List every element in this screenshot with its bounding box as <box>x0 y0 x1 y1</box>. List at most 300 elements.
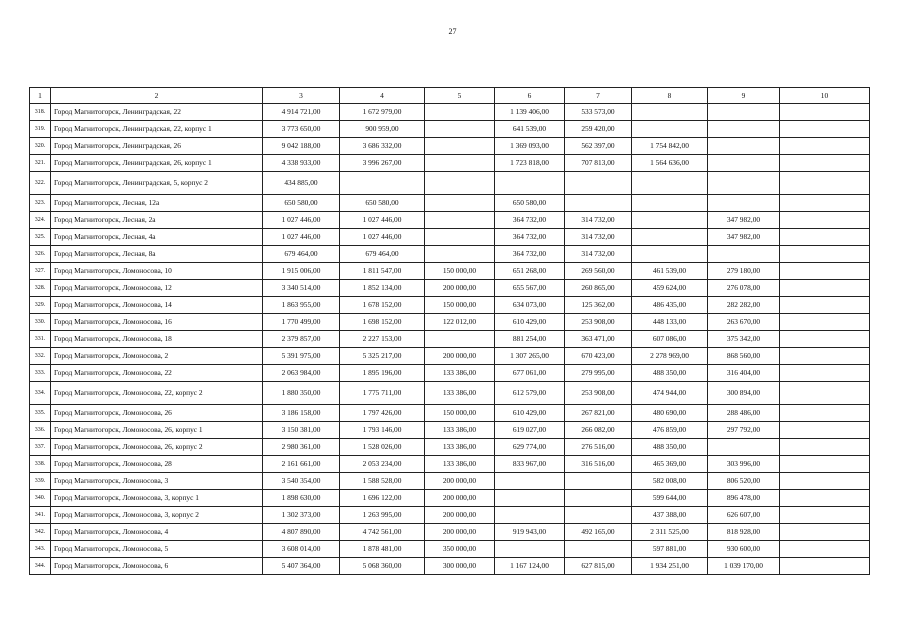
value-cell: 297 792,00 <box>708 422 780 439</box>
table-row <box>30 121 870 138</box>
row-number: 318. <box>30 104 51 121</box>
value-cell <box>425 172 495 195</box>
value-cell: 4 914 721,00 <box>263 104 340 121</box>
value-cell <box>780 138 870 155</box>
value-cell: 2 161 661,00 <box>263 456 340 473</box>
value-cell: 461 539,00 <box>632 263 708 280</box>
value-cell <box>780 104 870 121</box>
value-cell: 133 386,00 <box>425 456 495 473</box>
value-cell: 896 478,00 <box>708 490 780 507</box>
row-number: 339. <box>30 473 51 490</box>
address-cell: Город Магнитогорск, Ленинградская, 22, корпус 1 <box>51 121 263 138</box>
table-row <box>30 172 870 195</box>
value-cell <box>780 507 870 524</box>
address-cell: Город Магнитогорск, Ломоносова, 18 <box>51 331 263 348</box>
value-cell: 833 967,00 <box>495 456 565 473</box>
value-cell <box>780 195 870 212</box>
row-number: 335. <box>30 405 51 422</box>
value-cell: 2 278 969,00 <box>632 348 708 365</box>
address-cell: Город Магнитогорск, Ломоносова, 5 <box>51 541 263 558</box>
value-cell: 276 516,00 <box>565 439 632 456</box>
value-cell: 612 579,00 <box>495 382 565 405</box>
value-cell <box>780 212 870 229</box>
value-cell: 5 391 975,00 <box>263 348 340 365</box>
value-cell: 4 742 561,00 <box>340 524 425 541</box>
value-cell <box>632 121 708 138</box>
value-cell <box>565 473 632 490</box>
address-cell: Город Магнитогорск, Ломоносова, 10 <box>51 263 263 280</box>
value-cell <box>425 155 495 172</box>
value-cell: 2 980 361,00 <box>263 439 340 456</box>
value-cell <box>780 314 870 331</box>
row-number: 336. <box>30 422 51 439</box>
row-number: 331. <box>30 331 51 348</box>
value-cell: 364 732,00 <box>495 229 565 246</box>
value-cell: 303 996,00 <box>708 456 780 473</box>
value-cell: 707 813,00 <box>565 155 632 172</box>
row-number: 330. <box>30 314 51 331</box>
value-cell: 4 338 933,00 <box>263 155 340 172</box>
table-row <box>30 138 870 155</box>
row-number: 325. <box>30 229 51 246</box>
value-cell <box>495 490 565 507</box>
table-row <box>30 155 870 172</box>
value-cell: 300 000,00 <box>425 558 495 575</box>
table-body <box>30 104 870 575</box>
value-cell <box>780 558 870 575</box>
value-cell: 480 690,00 <box>632 405 708 422</box>
value-cell: 677 061,00 <box>495 365 565 382</box>
address-cell: Город Магнитогорск, Ленинградская, 22 <box>51 104 263 121</box>
value-cell <box>780 263 870 280</box>
value-cell: 347 982,00 <box>708 229 780 246</box>
value-cell: 1 811 547,00 <box>340 263 425 280</box>
address-cell: Город Магнитогорск, Ломоносова, 3, корпус 1 <box>51 490 263 507</box>
value-cell: 1 698 152,00 <box>340 314 425 331</box>
column-header: 4 <box>340 88 425 104</box>
table-row <box>30 382 870 405</box>
value-cell: 2 063 984,00 <box>263 365 340 382</box>
table-row <box>30 456 870 473</box>
row-number: 344. <box>30 558 51 575</box>
address-cell: Город Магнитогорск, Ленинградская, 26 <box>51 138 263 155</box>
value-cell: 375 342,00 <box>708 331 780 348</box>
row-number: 327. <box>30 263 51 280</box>
value-cell: 474 944,00 <box>632 382 708 405</box>
table-row <box>30 280 870 297</box>
value-cell <box>780 246 870 263</box>
row-number: 326. <box>30 246 51 263</box>
value-cell: 2 227 153,00 <box>340 331 425 348</box>
value-cell: 314 732,00 <box>565 246 632 263</box>
row-number: 324. <box>30 212 51 229</box>
value-cell <box>425 195 495 212</box>
address-cell: Город Магнитогорск, Ломоносова, 2 <box>51 348 263 365</box>
address-cell: Город Магнитогорск, Ломоносова, 14 <box>51 297 263 314</box>
value-cell: 350 000,00 <box>425 541 495 558</box>
value-cell <box>632 229 708 246</box>
page-number: 27 <box>448 27 457 36</box>
value-cell: 488 350,00 <box>632 439 708 456</box>
value-cell <box>425 138 495 155</box>
table-row <box>30 104 870 121</box>
value-cell: 267 821,00 <box>565 405 632 422</box>
value-cell: 282 282,00 <box>708 297 780 314</box>
value-cell: 133 386,00 <box>425 439 495 456</box>
value-cell: 651 268,00 <box>495 263 565 280</box>
value-cell <box>780 382 870 405</box>
row-number: 343. <box>30 541 51 558</box>
address-cell: Город Магнитогорск, Ленинградская, 5, корпус 2 <box>51 172 263 195</box>
value-cell: 122 012,00 <box>425 314 495 331</box>
value-cell: 610 429,00 <box>495 405 565 422</box>
value-cell: 881 254,00 <box>495 331 565 348</box>
row-number: 338. <box>30 456 51 473</box>
value-cell: 1 027 446,00 <box>340 212 425 229</box>
value-cell: 634 073,00 <box>495 297 565 314</box>
value-cell: 316 404,00 <box>708 365 780 382</box>
value-cell <box>780 524 870 541</box>
value-cell: 133 386,00 <box>425 365 495 382</box>
value-cell: 3 773 650,00 <box>263 121 340 138</box>
value-cell: 1 770 499,00 <box>263 314 340 331</box>
table-row <box>30 422 870 439</box>
value-cell: 448 133,00 <box>632 314 708 331</box>
value-cell: 459 624,00 <box>632 280 708 297</box>
value-cell: 1 915 006,00 <box>263 263 340 280</box>
value-cell <box>780 297 870 314</box>
address-cell: Город Магнитогорск, Ломоносова, 12 <box>51 280 263 297</box>
address-cell: Город Магнитогорск, Ломоносова, 26, корпус 2 <box>51 439 263 456</box>
address-cell: Город Магнитогорск, Ломоносова, 28 <box>51 456 263 473</box>
value-cell <box>495 541 565 558</box>
column-header: 1 <box>30 88 51 104</box>
table-row <box>30 229 870 246</box>
value-cell <box>708 104 780 121</box>
value-cell: 3 540 354,00 <box>263 473 340 490</box>
table-row <box>30 473 870 490</box>
value-cell: 650 580,00 <box>495 195 565 212</box>
value-cell: 806 520,00 <box>708 473 780 490</box>
value-cell: 253 908,00 <box>565 382 632 405</box>
value-cell <box>565 541 632 558</box>
value-cell <box>425 104 495 121</box>
table-row <box>30 541 870 558</box>
value-cell: 1 302 373,00 <box>263 507 340 524</box>
value-cell: 133 386,00 <box>425 422 495 439</box>
row-number: 334. <box>30 382 51 405</box>
address-cell: Город Магнитогорск, Лесная, 8а <box>51 246 263 263</box>
value-cell: 1 878 481,00 <box>340 541 425 558</box>
row-number: 323. <box>30 195 51 212</box>
address-cell: Город Магнитогорск, Ленинградская, 26, корпус 1 <box>51 155 263 172</box>
value-cell: 300 894,00 <box>708 382 780 405</box>
address-cell: Город Магнитогорск, Лесная, 2а <box>51 212 263 229</box>
row-number: 332. <box>30 348 51 365</box>
value-cell: 200 000,00 <box>425 507 495 524</box>
column-header: 3 <box>263 88 340 104</box>
value-cell: 279 995,00 <box>565 365 632 382</box>
value-cell <box>565 507 632 524</box>
value-cell <box>780 439 870 456</box>
value-cell: 533 573,00 <box>565 104 632 121</box>
value-cell: 670 423,00 <box>565 348 632 365</box>
value-cell <box>780 490 870 507</box>
value-cell: 150 000,00 <box>425 405 495 422</box>
value-cell <box>780 121 870 138</box>
value-cell: 1 263 995,00 <box>340 507 425 524</box>
value-cell: 597 881,00 <box>632 541 708 558</box>
value-cell: 9 042 188,00 <box>263 138 340 155</box>
value-cell: 200 000,00 <box>425 348 495 365</box>
address-cell: Город Магнитогорск, Ломоносова, 3, корпус 2 <box>51 507 263 524</box>
value-cell: 626 607,00 <box>708 507 780 524</box>
value-cell <box>780 456 870 473</box>
value-cell: 266 082,00 <box>565 422 632 439</box>
value-cell <box>425 229 495 246</box>
value-cell <box>780 229 870 246</box>
value-cell: 263 670,00 <box>708 314 780 331</box>
row-number: 333. <box>30 365 51 382</box>
value-cell: 363 471,00 <box>565 331 632 348</box>
value-cell <box>780 473 870 490</box>
value-cell: 486 435,00 <box>632 297 708 314</box>
row-number: 322. <box>30 172 51 195</box>
table-row <box>30 246 870 263</box>
value-cell <box>425 246 495 263</box>
value-cell <box>708 138 780 155</box>
value-cell: 316 516,00 <box>565 456 632 473</box>
value-cell: 150 000,00 <box>425 297 495 314</box>
value-cell: 1 678 152,00 <box>340 297 425 314</box>
value-cell <box>425 121 495 138</box>
value-cell: 364 732,00 <box>495 246 565 263</box>
value-cell: 1 898 630,00 <box>263 490 340 507</box>
value-cell <box>632 172 708 195</box>
value-cell: 200 000,00 <box>425 524 495 541</box>
table-row <box>30 348 870 365</box>
value-cell: 2 379 857,00 <box>263 331 340 348</box>
value-cell <box>708 121 780 138</box>
value-cell: 1 852 134,00 <box>340 280 425 297</box>
value-cell: 3 150 381,00 <box>263 422 340 439</box>
value-cell <box>780 541 870 558</box>
value-cell: 1 307 265,00 <box>495 348 565 365</box>
value-cell: 5 068 360,00 <box>340 558 425 575</box>
value-cell: 269 560,00 <box>565 263 632 280</box>
value-cell: 562 397,00 <box>565 138 632 155</box>
table-row <box>30 212 870 229</box>
value-cell <box>780 331 870 348</box>
row-number: 328. <box>30 280 51 297</box>
row-number: 321. <box>30 155 51 172</box>
value-cell <box>780 280 870 297</box>
table-row <box>30 524 870 541</box>
row-number: 340. <box>30 490 51 507</box>
table-row <box>30 365 870 382</box>
row-number: 337. <box>30 439 51 456</box>
column-header: 10 <box>780 88 870 104</box>
address-cell: Город Магнитогорск, Лесная, 4а <box>51 229 263 246</box>
value-cell: 476 859,00 <box>632 422 708 439</box>
value-cell: 3 186 158,00 <box>263 405 340 422</box>
column-header: 8 <box>632 88 708 104</box>
table-row <box>30 331 870 348</box>
value-cell: 1 027 446,00 <box>263 212 340 229</box>
value-cell <box>708 155 780 172</box>
value-cell <box>708 195 780 212</box>
value-cell: 1 564 636,00 <box>632 155 708 172</box>
value-cell <box>495 473 565 490</box>
value-cell <box>565 172 632 195</box>
value-cell <box>565 195 632 212</box>
value-cell: 679 464,00 <box>263 246 340 263</box>
value-cell: 3 340 514,00 <box>263 280 340 297</box>
value-cell: 1 139 406,00 <box>495 104 565 121</box>
row-number: 342. <box>30 524 51 541</box>
value-cell: 1 895 196,00 <box>340 365 425 382</box>
value-cell: 650 580,00 <box>263 195 340 212</box>
column-header: 2 <box>51 88 263 104</box>
value-cell: 1 775 711,00 <box>340 382 425 405</box>
value-cell <box>780 422 870 439</box>
value-cell <box>425 212 495 229</box>
row-number: 341. <box>30 507 51 524</box>
table-row <box>30 314 870 331</box>
value-cell: 930 600,00 <box>708 541 780 558</box>
value-cell: 4 807 890,00 <box>263 524 340 541</box>
row-number: 320. <box>30 138 51 155</box>
value-cell: 437 388,00 <box>632 507 708 524</box>
value-cell: 1 934 251,00 <box>632 558 708 575</box>
value-cell: 253 908,00 <box>565 314 632 331</box>
value-cell: 5 325 217,00 <box>340 348 425 365</box>
value-cell: 3 608 014,00 <box>263 541 340 558</box>
value-cell: 900 959,00 <box>340 121 425 138</box>
value-cell: 347 982,00 <box>708 212 780 229</box>
value-cell: 492 165,00 <box>565 524 632 541</box>
value-cell <box>632 195 708 212</box>
value-cell: 2 311 525,00 <box>632 524 708 541</box>
table-row <box>30 558 870 575</box>
column-header: 6 <box>495 88 565 104</box>
value-cell: 1 369 093,00 <box>495 138 565 155</box>
value-cell: 919 943,00 <box>495 524 565 541</box>
value-cell: 434 885,00 <box>263 172 340 195</box>
value-cell <box>708 246 780 263</box>
address-cell: Город Магнитогорск, Ломоносова, 3 <box>51 473 263 490</box>
value-cell <box>708 172 780 195</box>
value-cell: 1 696 122,00 <box>340 490 425 507</box>
value-cell: 150 000,00 <box>425 263 495 280</box>
address-cell: Город Магнитогорск, Ломоносова, 4 <box>51 524 263 541</box>
value-cell: 260 865,00 <box>565 280 632 297</box>
row-number: 329. <box>30 297 51 314</box>
value-cell <box>340 172 425 195</box>
value-cell: 619 027,00 <box>495 422 565 439</box>
value-cell <box>780 172 870 195</box>
value-cell <box>708 439 780 456</box>
address-cell: Город Магнитогорск, Лесная, 12а <box>51 195 263 212</box>
address-cell: Город Магнитогорск, Ломоносова, 6 <box>51 558 263 575</box>
address-cell: Город Магнитогорск, Ломоносова, 22 <box>51 365 263 382</box>
value-cell: 1 672 979,00 <box>340 104 425 121</box>
column-header: 7 <box>565 88 632 104</box>
value-cell <box>495 172 565 195</box>
table-row <box>30 195 870 212</box>
value-cell <box>495 507 565 524</box>
value-cell: 1 027 446,00 <box>340 229 425 246</box>
value-cell: 200 000,00 <box>425 280 495 297</box>
value-cell: 314 732,00 <box>565 229 632 246</box>
value-cell: 1 754 842,00 <box>632 138 708 155</box>
value-cell <box>632 104 708 121</box>
value-cell: 276 078,00 <box>708 280 780 297</box>
value-cell: 5 407 364,00 <box>263 558 340 575</box>
value-cell: 599 644,00 <box>632 490 708 507</box>
row-number: 319. <box>30 121 51 138</box>
address-cell: Город Магнитогорск, Ломоносова, 26, корпус 1 <box>51 422 263 439</box>
value-cell: 679 464,00 <box>340 246 425 263</box>
value-cell: 3 996 267,00 <box>340 155 425 172</box>
value-cell: 1 723 818,00 <box>495 155 565 172</box>
column-header: 9 <box>708 88 780 104</box>
value-cell <box>565 490 632 507</box>
value-cell: 125 362,00 <box>565 297 632 314</box>
value-cell: 279 180,00 <box>708 263 780 280</box>
data-table <box>29 87 870 575</box>
value-cell: 610 429,00 <box>495 314 565 331</box>
value-cell <box>632 246 708 263</box>
value-cell: 488 350,00 <box>632 365 708 382</box>
value-cell <box>780 155 870 172</box>
address-cell: Город Магнитогорск, Ломоносова, 16 <box>51 314 263 331</box>
value-cell: 1 793 146,00 <box>340 422 425 439</box>
address-cell: Город Магнитогорск, Ломоносова, 22, корпус 2 <box>51 382 263 405</box>
value-cell: 364 732,00 <box>495 212 565 229</box>
value-cell: 1 167 124,00 <box>495 558 565 575</box>
value-cell: 868 560,00 <box>708 348 780 365</box>
value-cell: 650 580,00 <box>340 195 425 212</box>
value-cell <box>632 212 708 229</box>
value-cell: 1 797 426,00 <box>340 405 425 422</box>
address-cell: Город Магнитогорск, Ломоносова, 26 <box>51 405 263 422</box>
value-cell <box>780 365 870 382</box>
table-row <box>30 297 870 314</box>
table-row <box>30 263 870 280</box>
column-header: 5 <box>425 88 495 104</box>
value-cell: 1 863 955,00 <box>263 297 340 314</box>
value-cell: 1 039 170,00 <box>708 558 780 575</box>
table-row <box>30 490 870 507</box>
value-cell: 818 928,00 <box>708 524 780 541</box>
table-row <box>30 405 870 422</box>
value-cell: 314 732,00 <box>565 212 632 229</box>
value-cell: 133 386,00 <box>425 382 495 405</box>
value-cell <box>780 405 870 422</box>
value-cell: 1 588 528,00 <box>340 473 425 490</box>
value-cell: 1 528 026,00 <box>340 439 425 456</box>
value-cell: 465 369,00 <box>632 456 708 473</box>
header-row <box>30 88 870 104</box>
value-cell: 3 686 332,00 <box>340 138 425 155</box>
value-cell <box>780 348 870 365</box>
value-cell: 1 027 446,00 <box>263 229 340 246</box>
value-cell: 627 815,00 <box>565 558 632 575</box>
value-cell: 2 053 234,00 <box>340 456 425 473</box>
table-row <box>30 439 870 456</box>
value-cell: 629 774,00 <box>495 439 565 456</box>
